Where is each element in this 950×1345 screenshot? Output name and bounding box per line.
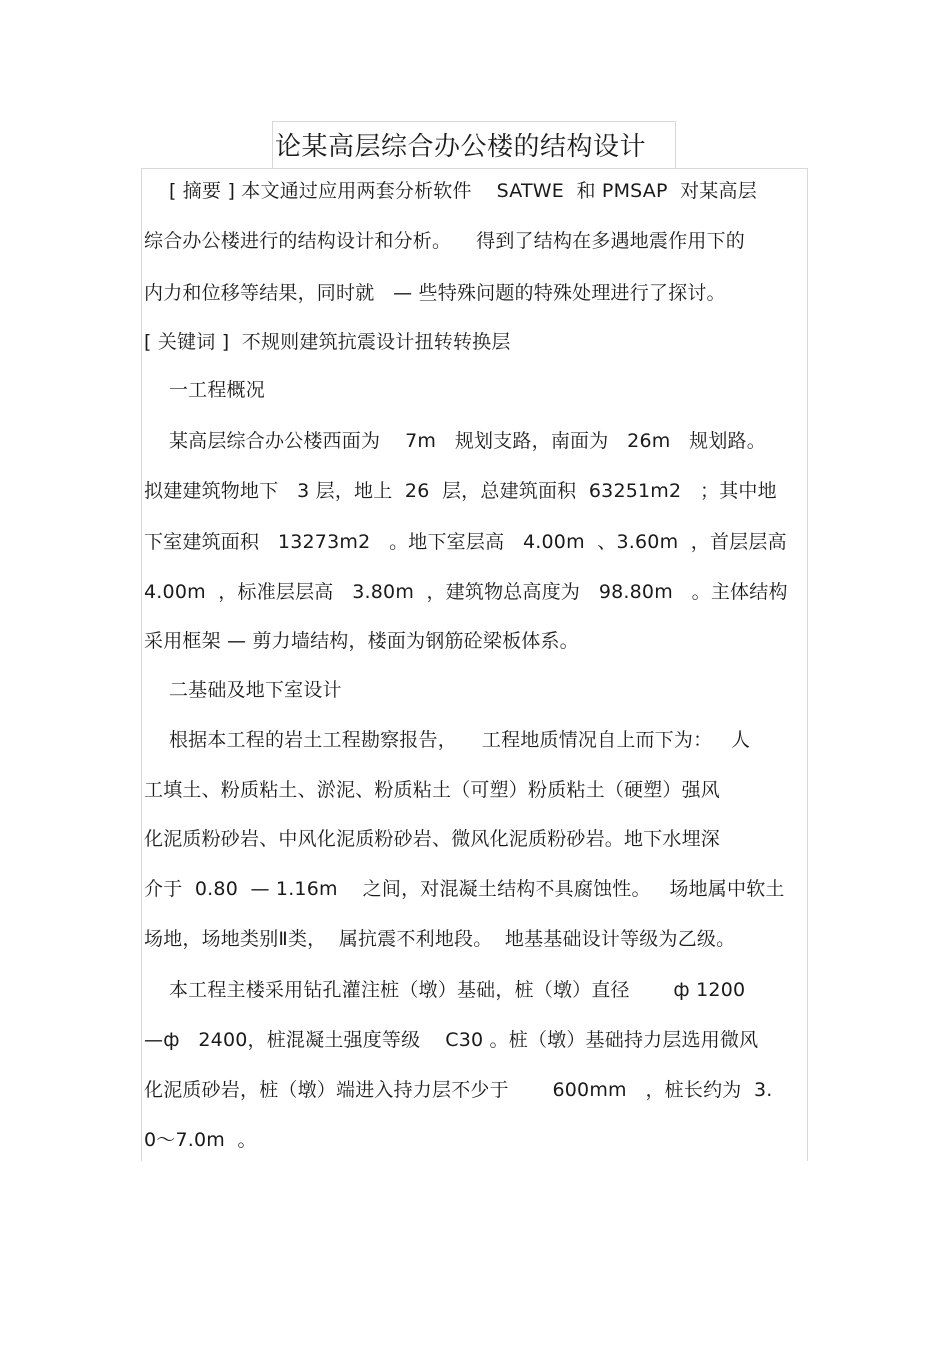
section-heading-1: 一工程概况: [144, 379, 265, 401]
paragraph-line: 工填土、粉质粘土、淤泥、粉质粘土（可塑）粉质粘土（硬塑）强风: [144, 779, 721, 801]
paragraph-line: 化泥质粉砂岩、中风化泥质粉砂岩、微风化泥质粉砂岩。地下水埋深: [144, 828, 721, 850]
abstract-line-1: [ 摘要 ] 本文通过应用两套分析软件 SATWE 和 PMSAP 对某高层: [144, 180, 757, 202]
abstract-line-3: 内力和位移等结果，同时就 — 些特殊问题的特殊处理进行了探讨。: [144, 282, 726, 304]
document-title: 论某高层综合办公楼的结构设计: [275, 132, 647, 162]
paragraph-line: 下室建筑面积 13273m2 。地下室层高 4.00m 、3.60m ，首层层高: [144, 531, 787, 553]
paragraph-line: 4.00m ，标准层层高 3.80m ，建筑物总高度为 98.80m 。主体结构: [144, 581, 788, 603]
body-frame: [141, 168, 808, 1161]
paragraph-line: 根据本工程的岩土工程勘察报告， 工程地质情况自上而下为： 人: [144, 729, 751, 751]
paragraph-line: 某高层综合办公楼西面为 7m 规划支路，南面为 26m 规划路。: [144, 430, 766, 452]
paragraph-line: 本工程主楼采用钻孔灌注桩（墩）基础，桩（墩）直径 ф 1200: [144, 979, 746, 1001]
paragraph-line: 拟建建筑物地下 3 层，地上 26 层，总建筑面积 63251m2 ；其中地: [144, 480, 777, 502]
paragraph-line: —ф 2400，桩混凝土强度等级 C30 。桩（墩）基础持力层选用微风: [144, 1029, 759, 1051]
paragraph-line: 介于 0.80 — 1.16m 之间，对混凝土结构不具腐蚀性。 场地属中软土: [144, 878, 785, 900]
section-heading-2: 二基础及地下室设计: [144, 679, 342, 701]
paragraph-line: 场地，场地类别Ⅱ类， 属抗震不利地段。 地基基础设计等级为乙级。: [144, 928, 736, 950]
abstract-line-2: 综合办公楼进行的结构设计和分析。 得到了结构在多遇地震作用下的: [144, 230, 745, 252]
paragraph-line: 采用框架 — 剪力墙结构，楼面为钢筋砼梁板体系。: [144, 630, 579, 652]
keywords-line: [ 关键词 ] 不规则建筑抗震设计扭转转换层: [144, 331, 511, 353]
paragraph-line: 化泥质砂岩，桩（墩）端进入持力层不少于 600mm ，桩长约为 3.: [144, 1079, 773, 1101]
paragraph-line: 0～7.0m 。: [144, 1129, 257, 1151]
